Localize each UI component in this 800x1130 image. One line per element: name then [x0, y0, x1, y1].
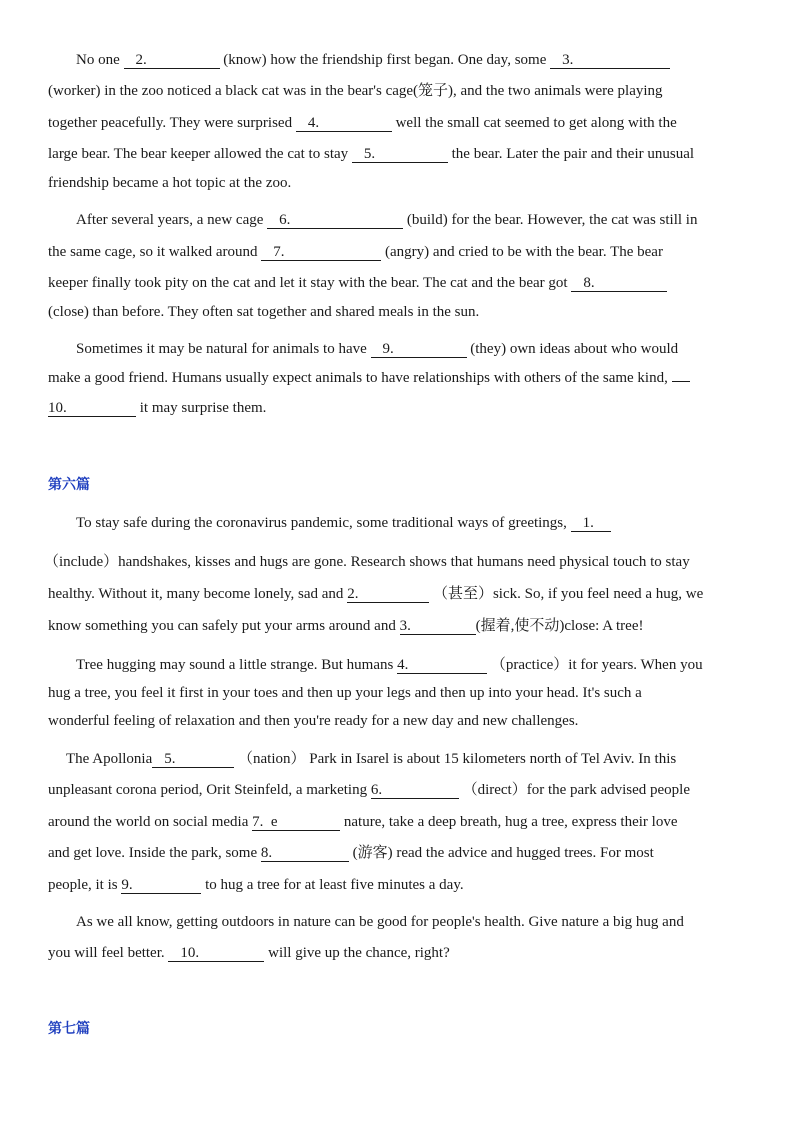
line-text: (close) than before. They often sat together and shared meals in the sun. — [48, 304, 480, 320]
answer-blank: 5. — [152, 751, 234, 768]
line-text: （甚至）sick. So, if you feel need a hug, we — [432, 586, 704, 602]
line-text: nature, take a deep breath, hug a tree, express their love — [343, 814, 678, 830]
answer-blank: 9. — [121, 877, 201, 894]
line-text: well the small cat seemed to get along with the — [395, 115, 677, 131]
line-text: unpleasant corona period, Orit Steinfeld, a marketing — [48, 782, 368, 798]
answer-blank: 5. — [352, 146, 448, 163]
line-text: healthy. Without it, many become lonely, sad and — [48, 586, 344, 602]
answer-blank: 8. — [261, 845, 349, 862]
line-text: people, it is — [48, 877, 118, 893]
line-text: Sometimes it may be natural for animals to have — [76, 341, 367, 357]
line-text: No one — [76, 52, 120, 68]
line-text: you will feel better. — [48, 945, 165, 961]
text-line — [48, 843, 654, 863]
text-line — [48, 173, 291, 193]
answer-blank: 6. — [371, 782, 459, 799]
line-text: hug a tree, you feel it first in your toes and then up your legs and then up into your head. It's such a — [48, 685, 642, 701]
text-line — [48, 398, 266, 418]
text-line — [76, 339, 678, 359]
line-text: it may surprise them. — [139, 400, 267, 416]
text-line — [48, 81, 663, 101]
line-text: （include）handshakes, kisses and hugs are gone. Research shows that humans need physical touch to stay — [44, 554, 690, 570]
line-text: (worker) in the zoo noticed a black cat was in the bear's cage(笼子), and the two animals were playing — [48, 83, 663, 99]
text-line — [48, 812, 677, 832]
text-line — [48, 113, 677, 133]
section-heading: 第六篇 — [48, 477, 90, 493]
text-line — [66, 749, 676, 769]
answer-blank: 7. — [261, 244, 381, 261]
text-line — [48, 242, 663, 262]
line-text: (握着,使不动)close: A tree! — [475, 618, 644, 634]
text-line — [76, 210, 697, 230]
line-text: （direct）for the park advised people — [462, 782, 690, 798]
line-text: friendship became a hot topic at the zoo. — [48, 175, 292, 191]
line-text: As we all know, getting outdoors in nature can be good for people's health. Give nature a big hug and — [76, 914, 684, 930]
text-line — [48, 875, 464, 895]
line-text: The Apollonia — [66, 751, 153, 767]
text-line — [76, 513, 611, 533]
text-line — [44, 552, 690, 572]
text-line — [76, 50, 670, 70]
line-text: know something you can safely put your arms around and — [48, 618, 396, 634]
line-text: Tree hugging may sound a little strange. But humans — [76, 657, 394, 673]
line-text: will give up the chance, right? — [268, 945, 450, 961]
answer-blank: 6. — [267, 212, 403, 229]
text-line — [48, 711, 578, 731]
line-text: large bear. The bear keeper allowed the cat to stay — [48, 146, 349, 162]
text-line — [76, 912, 684, 932]
line-text: (angry) and cried to be with the bear. The bear — [385, 244, 663, 260]
line-text: and get love. Inside the park, some — [48, 845, 258, 861]
line-text: (they) own ideas about who would — [470, 341, 679, 357]
line-text: (know) how the friendship first began. One day, some — [223, 52, 547, 68]
answer-blank: 3. — [400, 618, 476, 635]
text-line — [76, 655, 703, 675]
text-line — [48, 683, 642, 703]
line-text: (游客) read the advice and hugged trees. For most — [352, 845, 654, 861]
answer-blank: 2. — [347, 586, 429, 603]
answer-blank: 2. — [124, 52, 220, 69]
answer-blank: 8. — [571, 275, 667, 292]
line-text: keeper finally took pity on the cat and let it stay with the bear. The cat and the bear got — [48, 275, 568, 291]
text-line — [48, 943, 450, 963]
answer-blank: 9. — [371, 341, 467, 358]
answer-blank: 10. — [48, 400, 136, 417]
line-text: the bear. Later the pair and their unusual — [451, 146, 695, 162]
line-text: （nation） Park in Isarel is about 15 kilometers north of Tel Aviv. In this — [238, 751, 677, 767]
line-text: around the world on social media — [48, 814, 249, 830]
line-text: make a good friend. Humans usually expect animals to have relationships with others of the same kind, — [48, 370, 668, 386]
section-heading: 第七篇 — [48, 1021, 90, 1037]
answer-blank: 4. — [296, 115, 392, 132]
line-text: After several years, a new cage — [76, 212, 264, 228]
line-text: To stay safe during the coronavirus pandemic, some traditional ways of greetings, — [76, 515, 567, 531]
text-line — [48, 616, 643, 636]
answer-blank: 4. — [397, 657, 487, 674]
answer-blank: 3. — [550, 52, 670, 69]
text-line — [48, 780, 690, 800]
line-text: the same cage, so it walked around — [48, 244, 258, 260]
answer-blank-start — [672, 381, 690, 382]
answer-blank: 7. e — [252, 814, 340, 831]
line-text: to hug a tree for at least five minutes a day. — [205, 877, 464, 893]
line-text: wonderful feeling of relaxation and then you're ready for a new day and new challenges. — [48, 713, 579, 729]
line-text: （practice）it for years. When you — [490, 657, 703, 673]
text-line — [48, 144, 694, 164]
text-line — [48, 584, 703, 604]
answer-blank: 10. — [168, 945, 264, 962]
answer-blank: 1. — [571, 515, 611, 532]
text-line — [48, 302, 479, 322]
text-line — [48, 273, 667, 293]
line-text: (build) for the bear. However, the cat was still in — [406, 212, 698, 228]
text-line — [48, 368, 690, 388]
line-text: together peacefully. They were surprised — [48, 115, 293, 131]
